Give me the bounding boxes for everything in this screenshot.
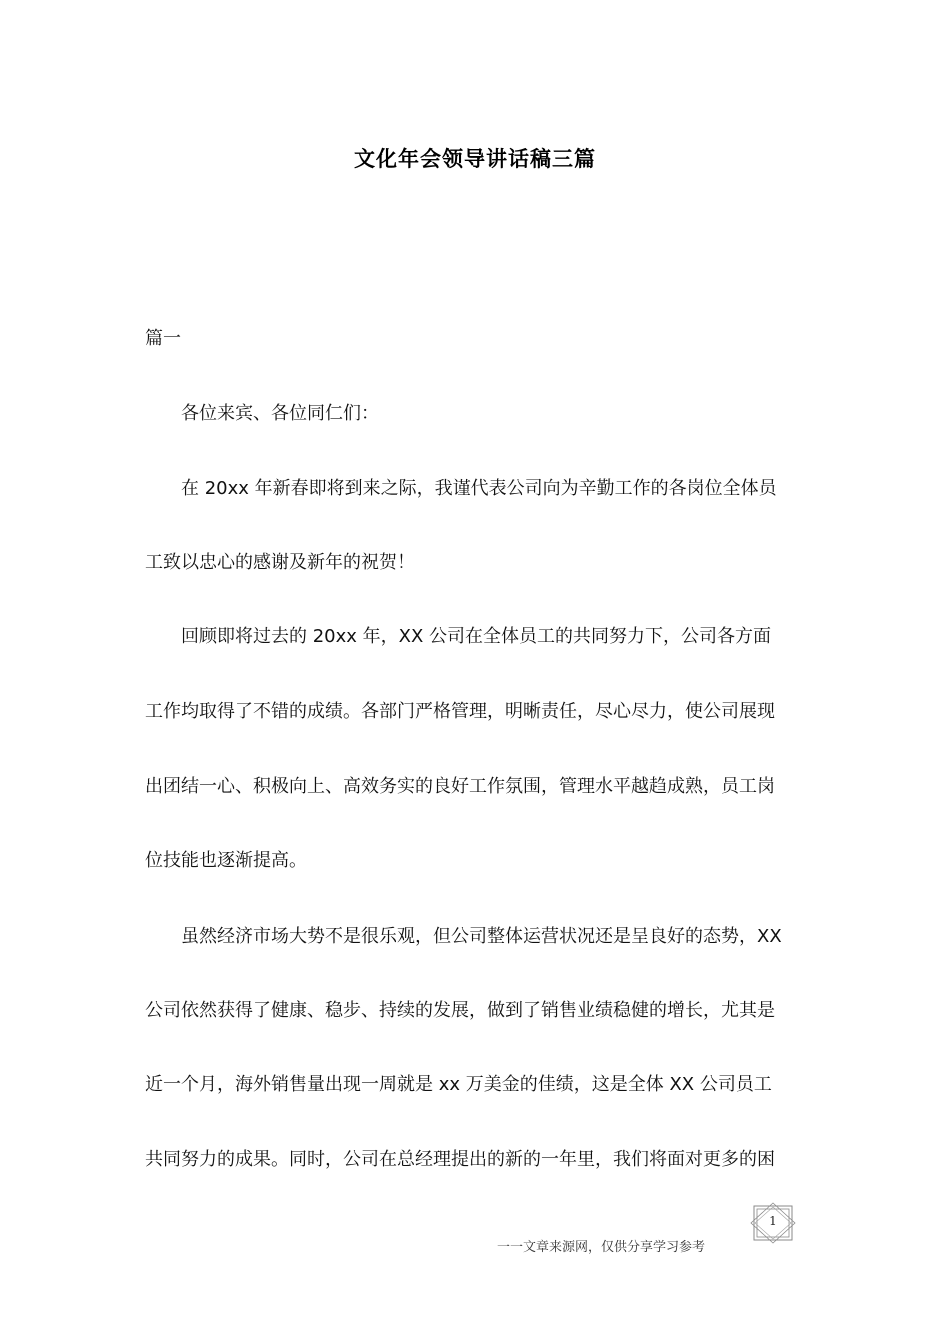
paragraph-line: 工作均取得了不错的成绩。各部门严格管理，明晰责任，尽心尽力，使公司展现 [145,701,775,722]
paragraph-line: 共同努力的成果。同时，公司在总经理提出的新的一年里，我们将面对更多的困 [145,1149,775,1170]
paragraph-line: 回顾即将过去的 20xx 年，XX 公司在全体员工的共同努力下，公司各方面 [181,626,772,647]
paragraph-line: 工致以忠心的感谢及新年的祝贺！ [145,552,415,573]
section-heading: 篇一 [145,328,181,349]
paragraph-line: 公司依然获得了健康、稳步、持续的发展，做到了销售业绩稳健的增长，尤其是 [145,1000,775,1021]
paragraph-line: 近一个月，海外销售量出现一周就是 xx 万美金的佳绩，这是全体 XX 公司员工 [145,1074,772,1095]
footer-source-note: 一一文章来源网，仅供分享学习参考 [497,1240,706,1255]
paragraph-line: 出团结一心、积极向上、高效务实的良好工作氛围，管理水平越趋成熟，员工岗 [145,776,775,797]
paragraph-line: 在 20xx 年新春即将到来之际，我谨代表公司向为辛勤工作的各岗位全体员 [181,478,777,499]
page-number: 1 [769,1214,777,1228]
paragraph-line: 位技能也逐渐提高。 [145,850,307,871]
paragraph-line: 各位来宾、各位同仁们： [181,403,379,424]
paragraph-line: 虽然经济市场大势不是很乐观，但公司整体运营状况还是呈良好的态势，XX [181,926,782,947]
document-title: 文化年会领导讲话稿三篇 [354,147,596,171]
page-number-emblem [748,1202,798,1244]
